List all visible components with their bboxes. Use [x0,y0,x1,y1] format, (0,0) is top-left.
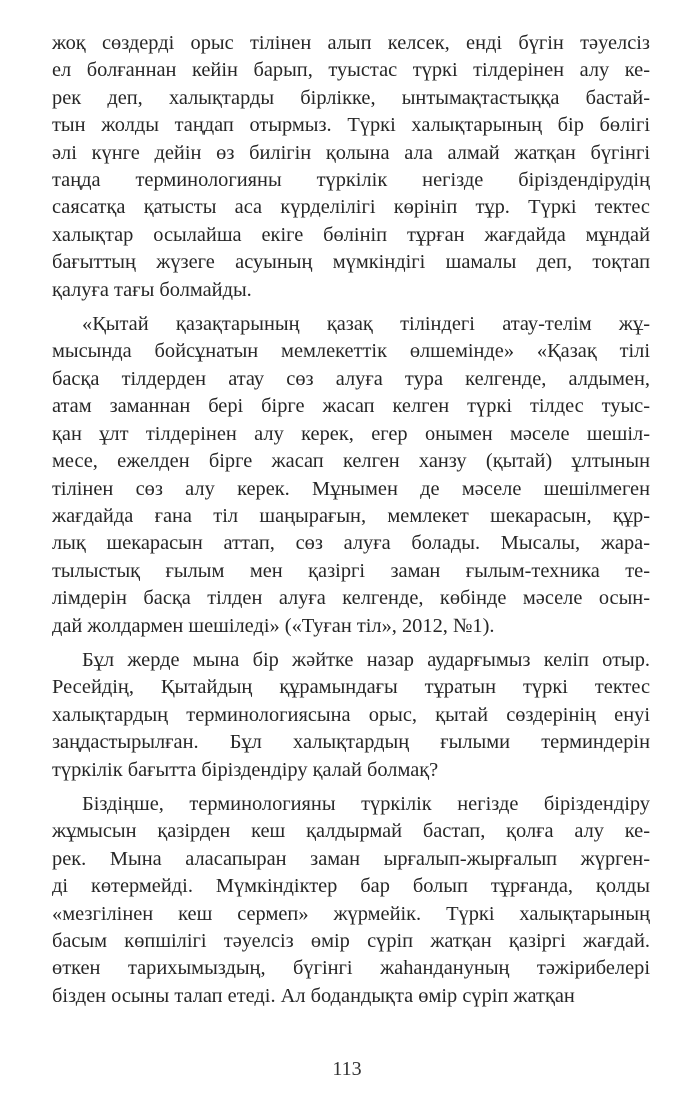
page-body [52,30,650,1010]
text-line: бізден осыны талап етеді. Ал бодандықта өмір сүріп жатқан [52,984,575,1007]
page-number: 113 [332,1058,362,1080]
text-line: қан ұлт тілдерінен алу керек, егер онымен мәселе шешіл- [52,422,650,445]
text-line: рек деп, халықтарды бірлікке, ынтымақтастыққа бастай- [52,86,650,109]
text-line: қалуға тағы болмайды. [52,278,252,301]
text-line: бағыттың жүзеге асуының мүмкіндігі шамалы деп, тоқтап [52,251,650,274]
text-line: халықтардың терминологиясына орыс, қытай сөздерінің енуі [52,703,650,726]
text-line: «Қытай қазақтарының қазақ тіліндегі атау-телім жұ- [82,313,650,336]
text-line: ел болғаннан кейін барып, туыстас түркі тілдерінен алу ке- [52,59,650,82]
paragraph-2 [52,311,650,640]
text-line: атам заманнан бері бірге жасап келген түркі тілдес туыс- [52,395,650,418]
paragraph-1 [52,30,650,304]
text-line: лімдерін басқа тілден алуға келгенде, көбінде мәселе осын- [52,587,650,610]
text-line: таңда терминологияны түркілік негізде біріздендірудің [52,169,650,192]
paragraph-4 [52,791,650,1010]
text-line: түркілік бағытта біріздендіру қалай болмақ? [52,758,439,781]
text-line: әлі күнге дейін өз билігін қолына ала алмай жатқан бүгінгі [52,141,650,164]
text-line: саясатқа қатысты аса күрделілігі көрініп тұр. Түркі тектес [52,196,650,219]
text-line: заңдастырылған. Бұл халықтардың ғылыми терминдерін [52,731,650,754]
text-line: Ресейдің, Қытайдың құрамындағы тұратын түркі тектес [52,676,650,699]
text-line: жұмысын қазірден кеш қалдырмай бастап, қолға алу ке- [52,820,650,843]
paragraph-3 [52,647,650,784]
text-line: Біздіңше, терминологияны түркілік негізде біріздендіру [82,792,650,815]
text-line: месе, ежелден бірге жасап келген ханзу (қытай) ұлтынын [52,450,650,473]
text-line: ді көтермейді. Мүмкіндіктер бар болып тұрғанда, қолды [52,875,650,898]
text-line: тылыстық ғылым мен қазіргі заман ғылым-техника те- [52,559,650,582]
text-line: тілінен сөз алу керек. Мұнымен де мәселе шешілмеген [52,477,650,500]
text-line: Бұл жерде мына бір жәйтке назар аударғымыз келіп отыр. [82,648,650,671]
text-line: мысында бойсұнатын мемлекеттік өлшемінде» «Қазақ тілі [52,340,650,363]
text-line: тын жолды таңдап отырмыз. Түркі халықтарының бір бөлігі [52,114,650,137]
text-line: рек. Мына аласапыран заман ырғалып-жырғалып жүрген- [52,847,650,870]
text-line: өткен тарихымыздың, бүгінгі жаһандануның тәжірибелері [52,957,650,980]
text-line: халықтар осылайша екіге бөлініп тұрған жағдайда мұндай [52,223,650,246]
text-line: басым көпшілігі тәуелсіз өмір сүріп жатқан қазіргі жағдай. [52,930,650,952]
text-line: жоқ сөздерді орыс тілінен алып келсек, енді бүгін тәуелсіз [52,32,650,54]
text-line: басқа тілдерден атау сөз алуға тура келгенде, алдымен, [52,367,650,390]
text-line: «мезгілінен кеш сермеп» жүрмейік. Түркі халықтарының [52,902,650,925]
text-line: лық шекарасын аттап, сөз алуға болады. Мысалы, жара- [52,532,650,555]
text-line: жағдайда ғана тіл шаңырағын, мемлекет шекарасын, құр- [52,504,650,527]
text-line: дай жолдармен шешіледі» («Туған тіл», 2012, №1). [52,614,495,637]
